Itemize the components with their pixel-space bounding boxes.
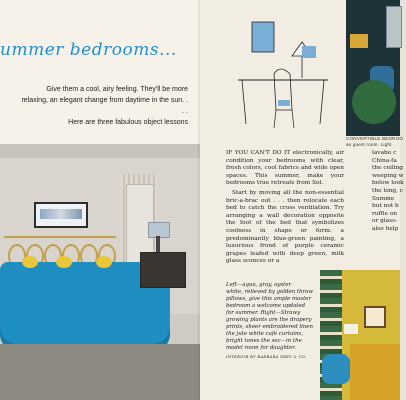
body-col2-line: the ceiling — [372, 165, 404, 172]
sketch-desk-leg — [242, 80, 246, 124]
pbr-yellow-bed — [350, 344, 400, 400]
intro-line-3: Here are three fabulous object lessons — [68, 119, 188, 126]
photo-ceiling — [0, 144, 200, 158]
photo-yellow-pillow — [56, 256, 72, 268]
body-col2-line: China-fa — [372, 157, 397, 164]
fall-photo-caption — [226, 282, 312, 361]
photo-floor — [0, 344, 200, 400]
intro-text — [18, 84, 188, 128]
fall-caption-line: growing plants are the drapery — [226, 317, 312, 323]
pbr-wall-frame — [364, 306, 386, 328]
sketch-lamp-accent — [302, 46, 316, 58]
intro-line-2: relaxing, an elegant change from daytime in the sun. . . . — [21, 97, 188, 115]
body-column-2 — [372, 150, 402, 234]
sketch-mirror — [252, 22, 274, 52]
left-page — [0, 0, 200, 400]
photo-wall-art — [34, 202, 88, 228]
photo-yellow-pillow — [96, 256, 112, 268]
headline: ummer bedrooms... — [0, 40, 177, 60]
fall-caption-credit: INTERIOR BY BARBARA FREY & CO. — [226, 355, 307, 359]
body-col2-line: weeping w — [372, 172, 404, 179]
intro-line-1: Give them a cool, airy feeling. They'll be more — [46, 86, 188, 93]
body-col2-line: or glass- — [372, 218, 398, 225]
fall-caption-line: pillows, give this ample master — [226, 296, 312, 302]
body-col2-line: below look — [372, 180, 404, 187]
sketch-chair-leg — [274, 110, 276, 128]
fall-caption-line: for summer. Right—Strawy — [226, 310, 301, 316]
body-paragraph-2: Start by moving all the non-essential bric-a-brac out . . . then relocate each bed to catch the cross ventilation. Try arranging a wall decoration opposite the foot of the bed that symbolizes coolness in shape or form: a predominantly blue-green painting, a luxurious frond of purple ceramic grapes leafed with deep green, milk glass sconces or a — [226, 189, 344, 265]
sketch-chair-cushion — [278, 100, 290, 106]
body-col2-line: lavabo c — [372, 150, 397, 156]
photo-nightstand — [140, 252, 186, 288]
ptr-lamp — [350, 34, 368, 48]
pbr-blue-chair — [322, 354, 350, 384]
photo-wall-art-scene — [40, 209, 82, 219]
convertible-caption — [346, 136, 406, 148]
body-col2-line: the long, c — [372, 187, 404, 194]
body-column-1 — [226, 150, 344, 266]
fall-caption-line: Left—aqua, gray, oyster — [226, 282, 292, 288]
convertible-caption-line: CONVERTIBLE BEDROO — [346, 136, 404, 141]
convertible-bedroom-photo — [346, 0, 400, 136]
body-col2-line: ruffle on — [372, 210, 397, 217]
master-bedroom-photo — [0, 144, 200, 400]
photo-lamp-base — [156, 236, 160, 252]
ptr-window — [386, 6, 402, 48]
convertible-caption-line: as guest room. Light — [346, 142, 392, 147]
body-col2-line: also help — [372, 225, 399, 232]
fall-caption-line: model room for daughter. — [226, 345, 296, 351]
fall-caption-line: white, relieved by golden throw — [226, 289, 313, 295]
body-col2-line: Summe — [372, 195, 395, 202]
daughter-bedroom-photo — [320, 270, 400, 400]
body-paragraph-1: IF YOU CAN'T DO IT electronically, air condition your bedrooms with clear, fresh colors, cool fabrics and wide open spaces. This summer, make your bedrooms true retreats from Sol. — [226, 150, 344, 187]
sketch-chair-leg — [292, 110, 294, 128]
desk-sketch-illustration — [232, 4, 342, 134]
sketch-desk-leg — [320, 80, 324, 124]
fall-caption-line: the jute white café curtains, — [226, 331, 303, 337]
fall-caption-line: bright tones the sec—in the — [226, 338, 302, 344]
photo-yellow-pillow — [22, 256, 38, 268]
pbr-lamp — [344, 324, 358, 334]
body-col2-line: but not b — [372, 203, 399, 210]
fall-caption-line: bedroom a welcome updated — [226, 303, 306, 309]
ptr-plant — [352, 80, 396, 124]
fall-caption-line: prints, sheer embroidered linen — [226, 324, 313, 330]
